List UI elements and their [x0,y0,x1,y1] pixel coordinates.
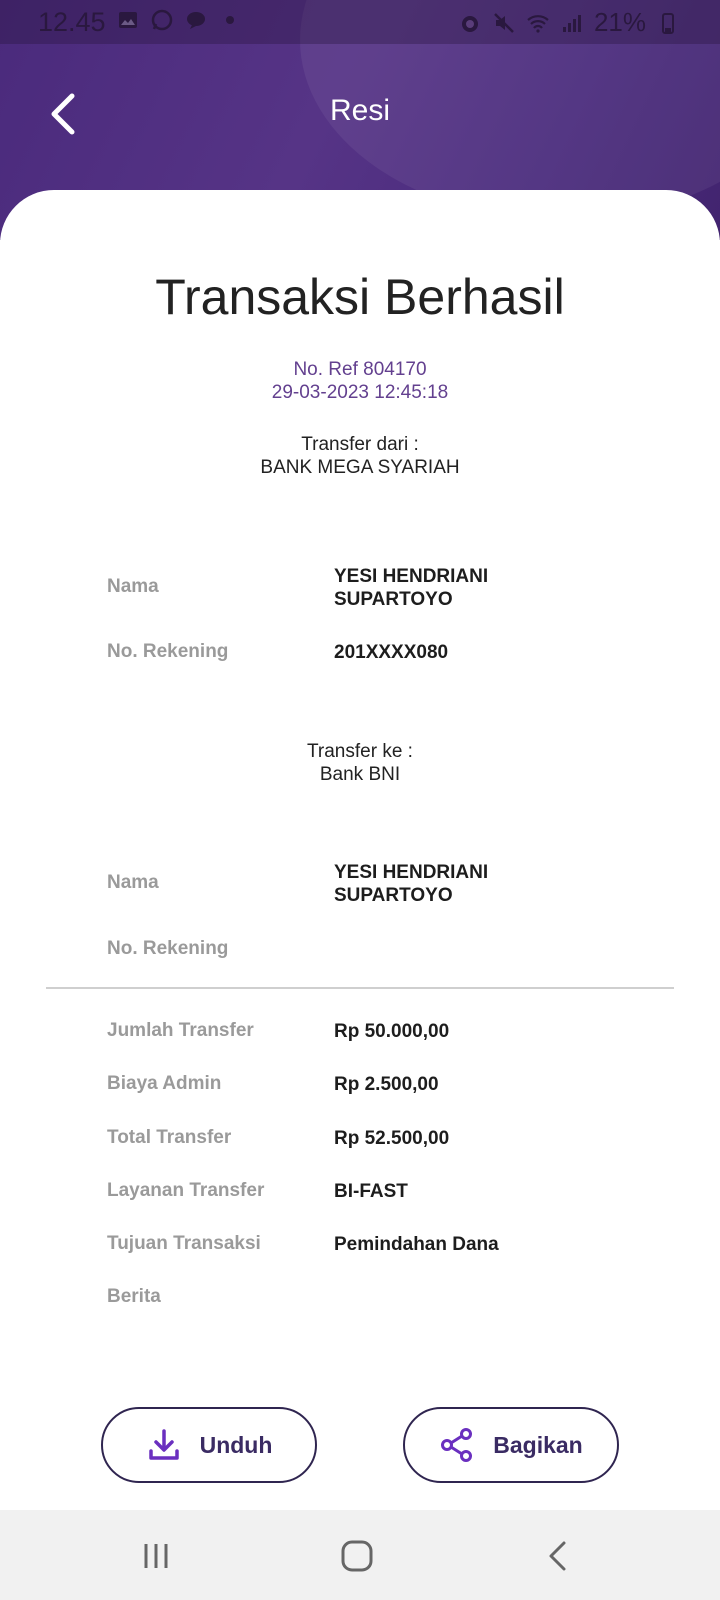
download-icon [146,1427,182,1463]
from-section-heading [0,433,720,479]
share-icon [439,1427,475,1463]
from-name-label: Nama [107,576,159,597]
battery-percent: 21% [593,7,646,37]
detail-label: Berita [107,1286,161,1307]
detail-value: Rp 2.500,00 [334,1074,439,1095]
reference-number: No. Ref 804170 [293,359,427,380]
signal-icon [560,11,584,35]
recent-apps-icon[interactable] [138,1538,174,1574]
to-bank: Bank BNI [319,764,401,785]
dot-icon [218,8,242,32]
home-icon[interactable] [339,1538,375,1574]
from-account-value: 201XXXX080 [334,642,449,663]
status-title: Transaksi Berhasil [155,269,565,325]
from-name-line-1: YESI HENDRIANI [334,566,489,587]
wifi-icon [526,11,550,35]
from-heading: Transfer dari : [301,434,419,455]
whatsapp-icon [150,8,174,32]
status-time: 12.45 [38,7,106,37]
page-title: Resi [329,94,390,127]
detail-label: Tujuan Transaksi [107,1233,261,1254]
system-nav-bar [0,1510,720,1600]
to-name-line-1: YESI HENDRIANI [334,862,489,883]
from-account-label: No. Rekening [107,641,229,662]
download-label: Unduh [199,1431,273,1458]
detail-value: BI-FAST [334,1181,408,1202]
from-name-line-2: SUPARTOYO [334,589,453,610]
reference-info [0,358,720,404]
detail-value: Rp 52.500,00 [334,1128,450,1149]
status-right-icons [458,7,680,38]
mute-icon [492,11,516,35]
share-button[interactable] [403,1407,619,1483]
from-bank: BANK MEGA SYARIAH [260,457,460,478]
from-name-value [334,565,634,611]
detail-value: Rp 50.000,00 [334,1021,450,1042]
to-account-label: No. Rekening [107,938,229,959]
detail-label: Jumlah Transfer [107,1020,254,1041]
detail-label: Total Transfer [107,1127,232,1148]
detail-label: Layanan Transfer [107,1180,265,1201]
detail-label: Biaya Admin [107,1073,222,1094]
back-nav-icon[interactable] [540,1538,576,1574]
to-heading: Transfer ke : [307,741,413,762]
to-name-label: Nama [107,872,159,893]
download-button[interactable] [101,1407,317,1483]
battery-icon [656,11,680,35]
gallery-icon [116,8,140,32]
to-name-value [334,861,634,907]
to-section-heading [0,740,720,786]
section-divider [46,987,674,989]
detail-value: Pemindahan Dana [334,1234,499,1255]
transaction-datetime: 29-03-2023 12:45:18 [271,382,449,403]
share-label: Bagikan [493,1431,583,1458]
status-left-icons [116,8,242,32]
status-bar [0,0,720,44]
chat-icon [184,8,208,32]
to-name-line-2: SUPARTOYO [334,885,453,906]
alarm-icon [458,11,482,35]
